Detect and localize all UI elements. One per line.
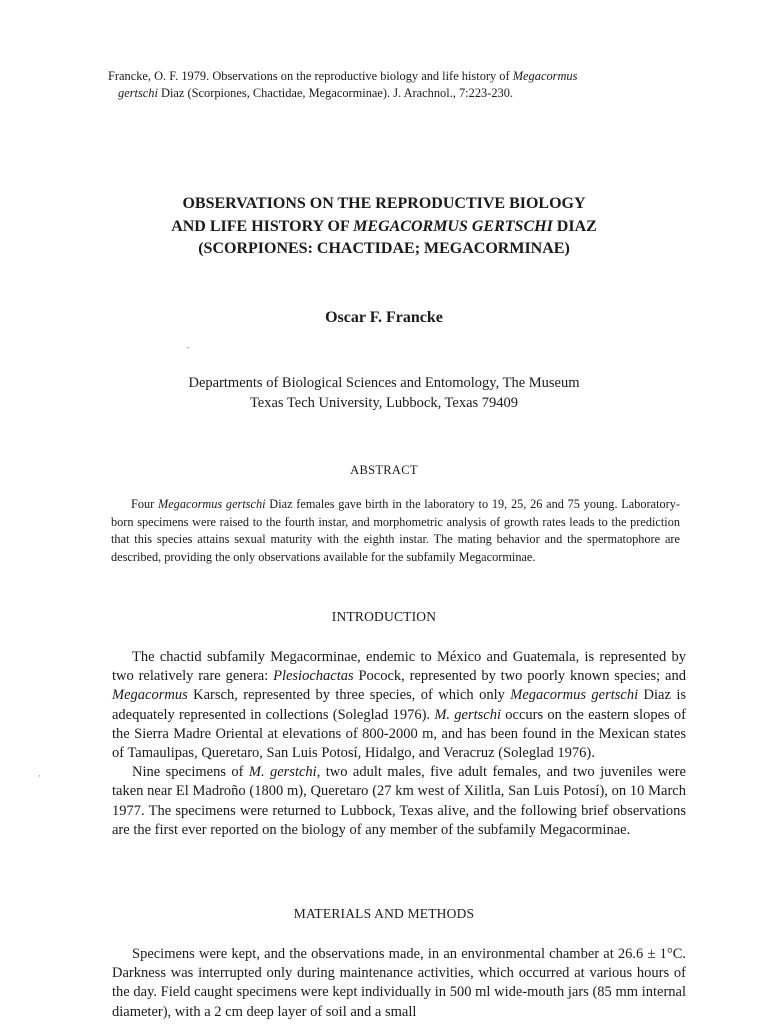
title-line2: AND LIFE HISTORY OF MEGACORMUS GERTSCHI DIAZ bbox=[171, 217, 597, 235]
methods-heading: MATERIALS AND METHODS bbox=[293, 906, 475, 921]
affiliation bbox=[80, 373, 688, 413]
affiliation-line2: Texas Tech University, Lubbock, Texas 79409 bbox=[249, 395, 519, 411]
methods-body bbox=[112, 945, 686, 1022]
abstract-heading: ABSTRACT bbox=[350, 463, 418, 477]
introduction-heading: INTRODUCTION bbox=[331, 609, 437, 624]
intro-paragraph-2: Nine specimens of M. gerstchi, two adult males, five adult females, and two juveniles were taken near El Madroño (1800 m), Queretaro (27 km west of Xilitla, San Luis Potosí), on 10 March 1977. The specimens were returned to Lubbock, Texas alive, and the following brief observations are the first ever reported on the biology of any member of the subfamily Megacorminae. bbox=[112, 764, 686, 838]
citation-line1: Francke, O. F. 1979. Observations on the reproductive biology and life history of bbox=[108, 69, 513, 83]
paper-title bbox=[80, 193, 688, 261]
affiliation-line1: Departments of Biological Sciences and Entomology, The Museum bbox=[188, 375, 580, 391]
stray-mark: - bbox=[187, 343, 190, 352]
citation-species: gertschi bbox=[118, 86, 158, 100]
citation-genus: Megacormus bbox=[512, 69, 578, 83]
citation bbox=[108, 68, 680, 102]
author-name: Oscar F. Francke bbox=[325, 309, 443, 326]
introduction-body bbox=[112, 648, 686, 840]
stray-dot: · bbox=[38, 771, 41, 781]
title-line3: (SCORPIONES: CHACTIDAE; MEGACORMINAE) bbox=[198, 240, 570, 257]
citation-line2: Diaz (Scorpiones, Chactidae, Megacorminae). J. Arachnol., 7:223-230. bbox=[157, 86, 514, 100]
title-line1: OBSERVATIONS ON THE REPRODUCTIVE BIOLOGY bbox=[182, 195, 586, 212]
methods-paragraph-1: Specimens were kept, and the observations made, in an environmental chamber at 26.6 ± 1°C. Darkness was interrupted only during maintenance activities, which occurred at various hours of the day. Field caught specimens were kept individually in 500 ml wide-mouth jars (85 mm internal diameter), with a 2 cm deep layer of soil and a small bbox=[112, 946, 686, 1020]
intro-paragraph-1: The chactid subfamily Megacorminae, endemic to México and Guatemala, is represented by two relatively rare genera: Plesiochactas Pocock, represented by two poorly known species; and Megacormus Karsch, represented by three species, of which only Megacormus gertschi Diaz is adequately represented in collections (Soleglad 1976). M. gertschi occurs on the eastern slopes of the Sierra Madre Oriental at elevations of 800-2000 m, and has been found in the Mexican states of Tamaulipas, Queretaro, San Luis Potosí, Hidalgo, and Veracruz (Soleglad 1976). bbox=[112, 649, 687, 762]
abstract-text: Four Megacormus gertschi Diaz females gave birth in the laboratory to 19, 25, 26 and 75 young. Laboratory-born specimens were raised to the fourth instar, and morphometric analysis of growth rates leads to the prediction that this species attains sexual maturity with the eighth instar. The mating behavior and the spermatophore are described, providing the only observations available for the subfamily Megacorminae. bbox=[111, 497, 680, 564]
